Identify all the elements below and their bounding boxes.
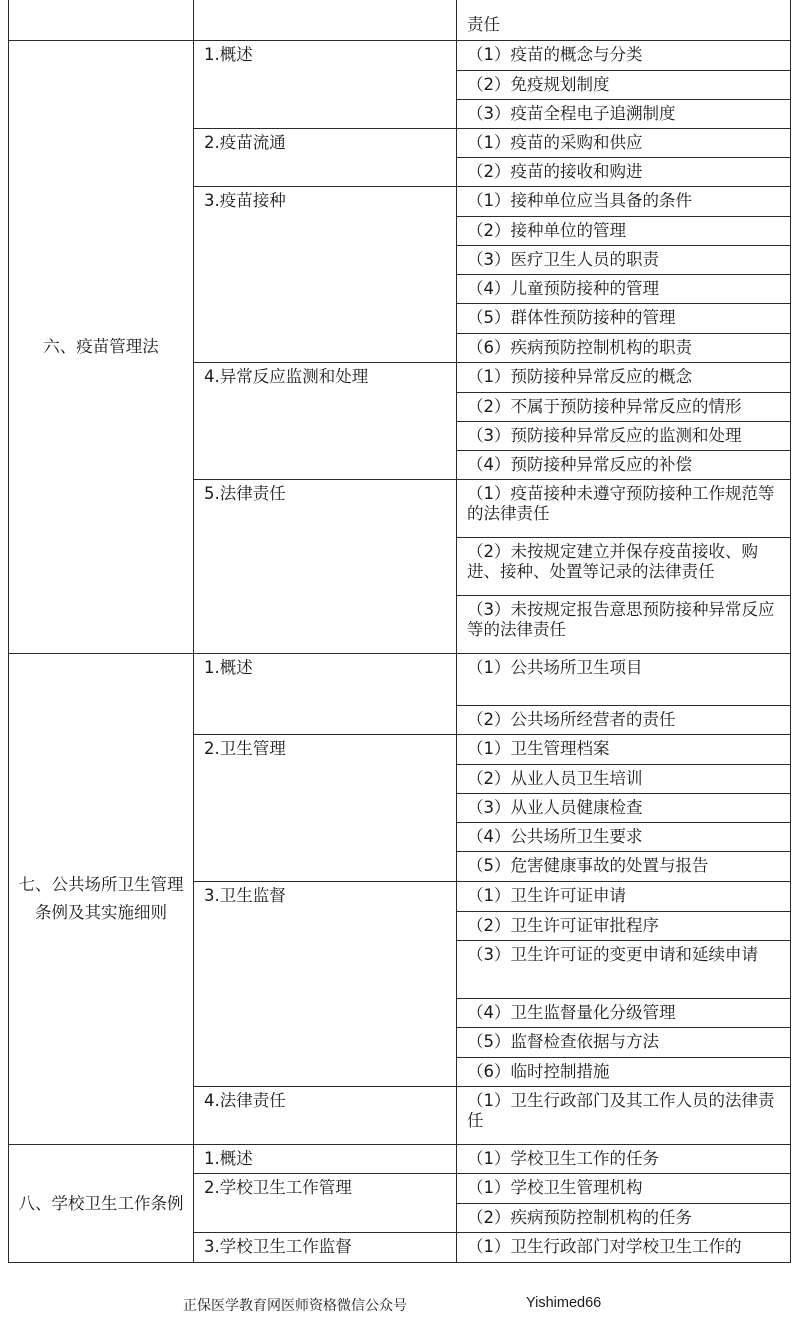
unit-cell — [194, 0, 457, 41]
chapter-title: 七、公共场所卫生管理条例及其实施细则 — [9, 654, 194, 1145]
exam-outline-table — [8, 0, 791, 1263]
point-text: （1）疫苗的概念与分类 — [457, 41, 791, 71]
table-row — [9, 41, 791, 71]
point-text: （1）预防接种异常反应的概念 — [457, 363, 791, 393]
unit-name: 2.学校卫生工作管理 — [194, 1174, 457, 1233]
point-text: （4）公共场所卫生要求 — [457, 823, 791, 852]
unit-name: 4.法律责任 — [194, 1087, 457, 1145]
point-text: （2）公共场所经营者的责任 — [457, 706, 791, 735]
unit-name: 2.卫生管理 — [194, 735, 457, 882]
point-text: （3）未按规定报告意思预防接种异常反应等的法律责任 — [457, 596, 791, 654]
point-text: （1）卫生行政部门对学校卫生工作的 — [457, 1233, 791, 1263]
chapter-title: 六、疫苗管理法 — [9, 41, 194, 654]
point-text: （1）卫生许可证申请 — [457, 882, 791, 912]
point-text: （3）疫苗全程电子追溯制度 — [457, 100, 791, 129]
page-footer — [0, 1295, 800, 1317]
unit-name: 1.概述 — [194, 1145, 457, 1174]
unit-name: 1.概述 — [194, 654, 457, 735]
point-text: （1）卫生管理档案 — [457, 735, 791, 765]
point-text: （1）公共场所卫生项目 — [457, 654, 791, 706]
point-text: （4）卫生监督量化分级管理 — [457, 999, 791, 1028]
point-text: （6）临时控制措施 — [457, 1058, 791, 1087]
table-row — [9, 654, 791, 706]
point-text: （2）免疫规划制度 — [457, 71, 791, 100]
footer-wechat-id: Yishimed66 — [526, 1295, 602, 1311]
point-text: （5）监督检查依据与方法 — [457, 1028, 791, 1058]
point-text: （1）接种单位应当具备的条件 — [457, 187, 791, 217]
point-text: （3）预防接种异常反应的监测和处理 — [457, 422, 791, 451]
point-text: （3）医疗卫生人员的职责 — [457, 246, 791, 275]
point-text: （5）危害健康事故的处置与报告 — [457, 852, 791, 882]
unit-name: 2.疫苗流通 — [194, 129, 457, 187]
table-row — [9, 0, 791, 41]
footer-wechat-label: 正保医学教育网医师资格微信公众号 — [183, 1298, 407, 1314]
unit-name: 1.概述 — [194, 41, 457, 129]
point-text: （2）疫苗的接收和购进 — [457, 158, 791, 187]
point-text: （1）学校卫生管理机构 — [457, 1174, 791, 1204]
chapter-cell — [9, 0, 194, 41]
point-text: （5）群体性预防接种的管理 — [457, 304, 791, 334]
chapter-title: 八、学校卫生工作条例 — [9, 1145, 194, 1263]
table-row — [9, 1145, 791, 1174]
point-text: （6）疾病预防控制机构的职责 — [457, 334, 791, 363]
point-text: （3）卫生许可证的变更申请和延续申请 — [457, 941, 791, 999]
point-cell: 责任 — [457, 0, 791, 41]
point-text: （1）疫苗接种未遵守预防接种工作规范等的法律责任 — [457, 480, 791, 538]
point-text: （1）学校卫生工作的任务 — [457, 1145, 791, 1174]
point-text: （3）从业人员健康检查 — [457, 794, 791, 823]
point-text: （2）从业人员卫生培训 — [457, 765, 791, 794]
point-text: （4）儿童预防接种的管理 — [457, 275, 791, 304]
unit-name: 3.卫生监督 — [194, 882, 457, 1087]
unit-name: 4.异常反应监测和处理 — [194, 363, 457, 480]
point-text: （4）预防接种异常反应的补偿 — [457, 451, 791, 480]
point-text: （2）疾病预防控制机构的任务 — [457, 1204, 791, 1233]
point-text: （1）卫生行政部门及其工作人员的法律责任 — [457, 1087, 791, 1145]
point-text: （1）疫苗的采购和供应 — [457, 129, 791, 158]
unit-name: 3.疫苗接种 — [194, 187, 457, 363]
unit-name: 5.法律责任 — [194, 480, 457, 654]
point-text: （2）不属于预防接种异常反应的情形 — [457, 393, 791, 422]
unit-name: 3.学校卫生工作监督 — [194, 1233, 457, 1263]
point-text: （2）卫生许可证审批程序 — [457, 912, 791, 941]
point-text: （2）接种单位的管理 — [457, 217, 791, 246]
point-text: （2）未按规定建立并保存疫苗接收、购进、接种、处置等记录的法律责任 — [457, 538, 791, 596]
